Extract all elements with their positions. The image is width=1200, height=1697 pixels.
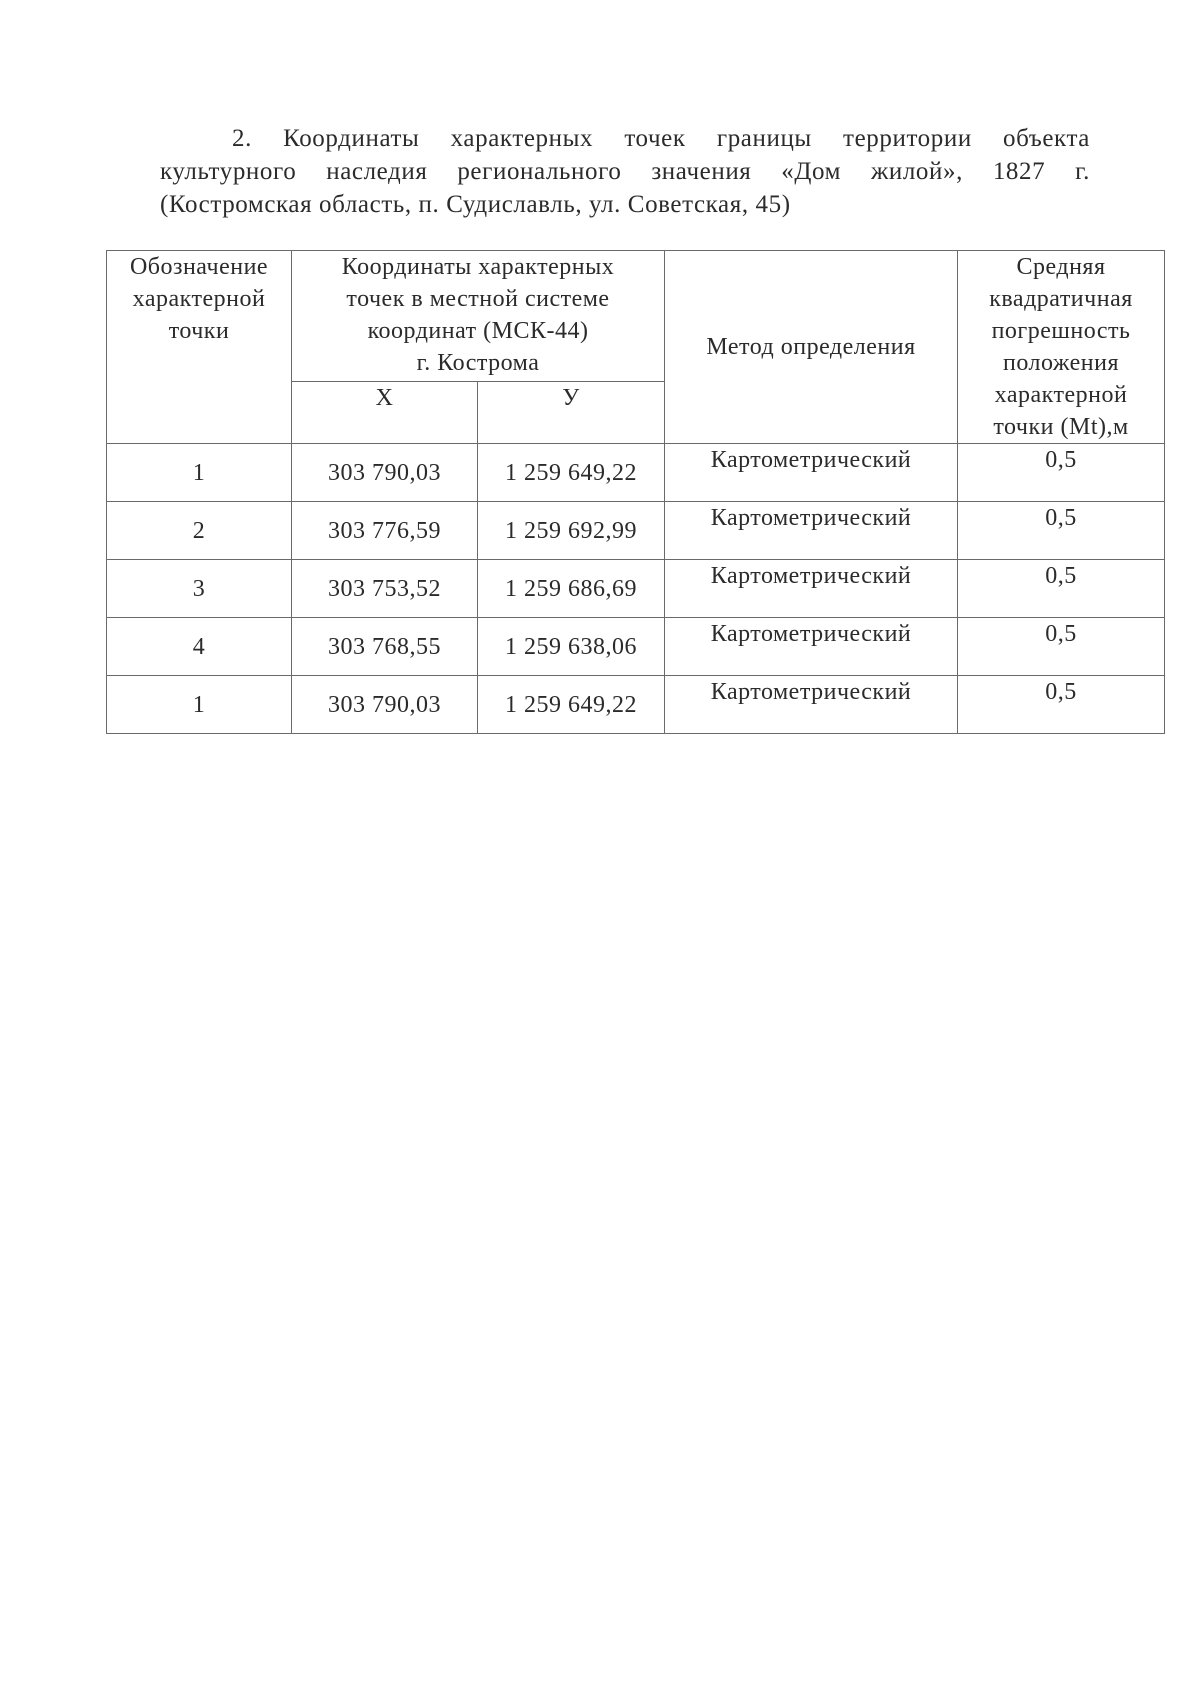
cell-error: 0,5 — [958, 676, 1165, 734]
cell-point: 4 — [107, 618, 292, 676]
cell-x: 303 776,59 — [292, 502, 478, 560]
cell-error: 0,5 — [958, 618, 1165, 676]
heading-line-3: (Костромская область, п. Судиславль, ул. Советская, 45) — [160, 191, 791, 218]
cell-method: Картометрический — [665, 676, 958, 734]
header-coordinates-group: Координаты характерных точек в местной системе координат (МСК-44) г. Кострома — [292, 251, 665, 382]
header-method: Метод определения — [665, 251, 958, 444]
cell-error: 0,5 — [958, 502, 1165, 560]
cell-y: 1 259 649,22 — [478, 676, 665, 734]
cell-x: 303 790,03 — [292, 676, 478, 734]
cell-point: 2 — [107, 502, 292, 560]
cell-x: 303 753,52 — [292, 560, 478, 618]
table-row — [107, 618, 1165, 676]
document-heading — [160, 122, 1090, 221]
cell-x: 303 790,03 — [292, 444, 478, 502]
header-y: У — [478, 382, 665, 444]
table-row — [107, 560, 1165, 618]
coordinates-table — [106, 250, 1165, 734]
cell-method: Картометрический — [665, 618, 958, 676]
cell-method: Картометрический — [665, 444, 958, 502]
table-row — [107, 502, 1165, 560]
heading-line-1: 2. Координаты характерных точек границы территории объекта — [232, 125, 1090, 152]
cell-point: 1 — [107, 444, 292, 502]
header-error: Средняя квадратичная погрешность положения характерной точки (Mt),м — [958, 251, 1165, 444]
cell-error: 0,5 — [958, 560, 1165, 618]
cell-method: Картометрический — [665, 560, 958, 618]
cell-y: 1 259 638,06 — [478, 618, 665, 676]
header-x: Х — [292, 382, 478, 444]
cell-point: 3 — [107, 560, 292, 618]
cell-y: 1 259 686,69 — [478, 560, 665, 618]
cell-x: 303 768,55 — [292, 618, 478, 676]
heading-line-2: культурного наследия регионального значения «Дом жилой», 1827 г. — [160, 158, 1090, 185]
header-point-designation: Обозначение характерной точки — [107, 251, 292, 444]
cell-point: 1 — [107, 676, 292, 734]
cell-y: 1 259 649,22 — [478, 444, 665, 502]
cell-y: 1 259 692,99 — [478, 502, 665, 560]
table-row — [107, 676, 1165, 734]
table-row — [107, 444, 1165, 502]
cell-error: 0,5 — [958, 444, 1165, 502]
cell-method: Картометрический — [665, 502, 958, 560]
